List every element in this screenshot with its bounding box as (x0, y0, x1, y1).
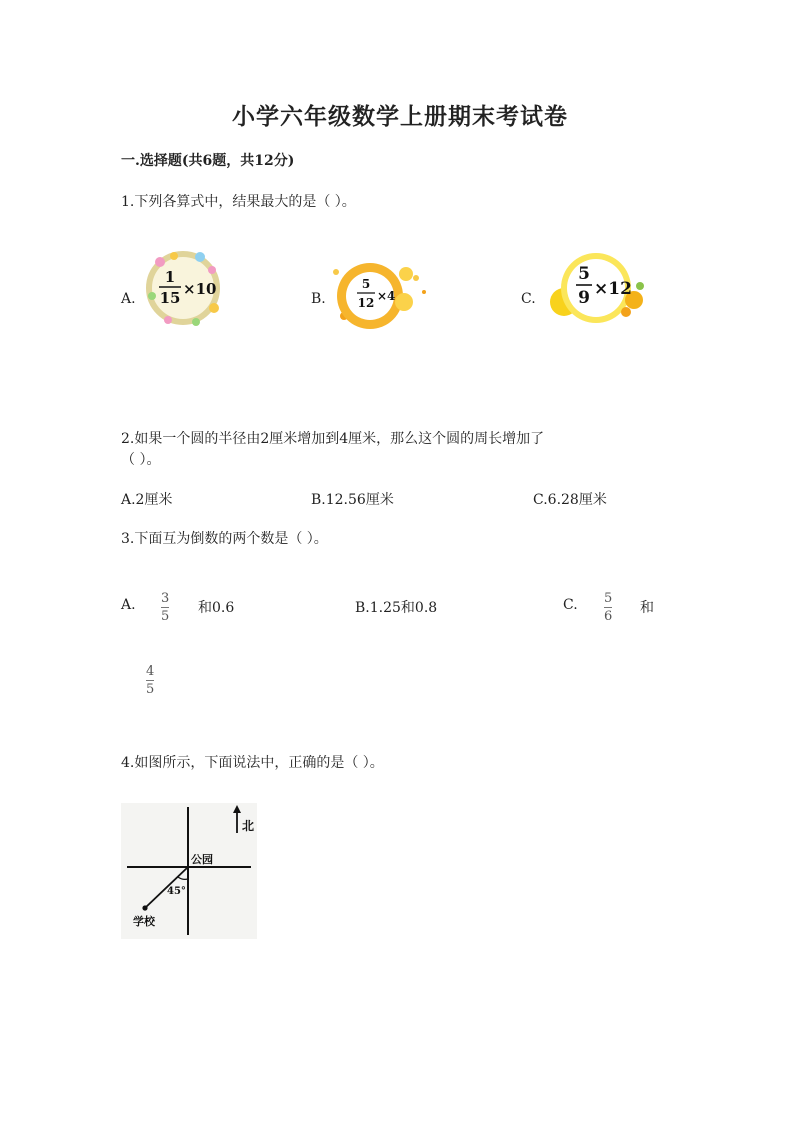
q1-b-numerator: 5 (361, 277, 371, 291)
q3-option-a-label: A. (121, 597, 136, 613)
q1-a-numerator: 1 (164, 268, 176, 286)
angle-label: 45° (167, 886, 186, 897)
q3-c-numerator: 5 (604, 591, 613, 606)
q3-option-c-second-fraction (146, 664, 154, 697)
question-3: 3.下面互为倒数的两个数是（ ）。 (121, 531, 328, 547)
school-label: 学校 (133, 915, 155, 928)
q1-a-denominator: 15 (159, 289, 181, 307)
q3-c-denominator: 6 (604, 609, 613, 624)
q2-option-c[interactable]: C.6.28厘米 (533, 492, 607, 508)
section-heading: 一.选择题(共6题，共12分) (121, 153, 295, 169)
q4-direction-figure (121, 803, 257, 943)
question-2-line-2: （ ）。 (121, 452, 161, 468)
q3-a-denominator: 5 (161, 609, 170, 624)
q2-option-b[interactable]: B.12.56厘米 (311, 492, 394, 508)
question-2-line-1: 2.如果一个圆的半径由2厘米增加到4厘米，那么这个圆的周长增加了 (121, 431, 545, 447)
q1-option-a-label: A. (121, 291, 136, 307)
q1-b-operator: ×4 (377, 289, 396, 303)
q3-a-numerator: 3 (161, 591, 170, 606)
question-1: 1.下列各算式中，结果最大的是（ ）。 (121, 194, 356, 210)
page-title: 小学六年级数学上册期末考试卷 (232, 103, 568, 130)
q1-option-a-badge[interactable] (140, 248, 226, 328)
park-label: 公园 (191, 853, 213, 866)
q3-option-c-label: C. (563, 597, 578, 613)
q3-c2-numerator: 4 (146, 664, 155, 679)
q1-a-operator: ×10 (183, 280, 217, 298)
q1-c-denominator: 9 (578, 288, 590, 308)
q1-c-operator: ×12 (594, 279, 632, 299)
q2-option-a[interactable]: A.2厘米 (121, 492, 173, 508)
north-label: 北 (242, 819, 255, 833)
question-4: 4.如图所示，下面说法中，正确的是（ ）。 (121, 755, 384, 771)
q1-c-numerator: 5 (578, 264, 590, 284)
q1-option-b-label: B. (311, 291, 326, 307)
q1-b-denominator: 12 (357, 296, 375, 310)
q3-option-a-fraction[interactable] (161, 591, 169, 624)
q3-option-a-suffix: 和0.6 (198, 600, 235, 616)
q1-option-c-label: C. (521, 291, 536, 307)
q1-option-b-badge[interactable] (326, 258, 436, 334)
q1-option-c-badge[interactable] (538, 248, 652, 330)
q3-option-c-fraction[interactable] (604, 591, 612, 624)
q3-option-c-suffix: 和 (640, 600, 654, 616)
q3-option-b[interactable]: B.1.25和0.8 (355, 600, 438, 616)
q3-c2-denominator: 5 (146, 682, 155, 697)
